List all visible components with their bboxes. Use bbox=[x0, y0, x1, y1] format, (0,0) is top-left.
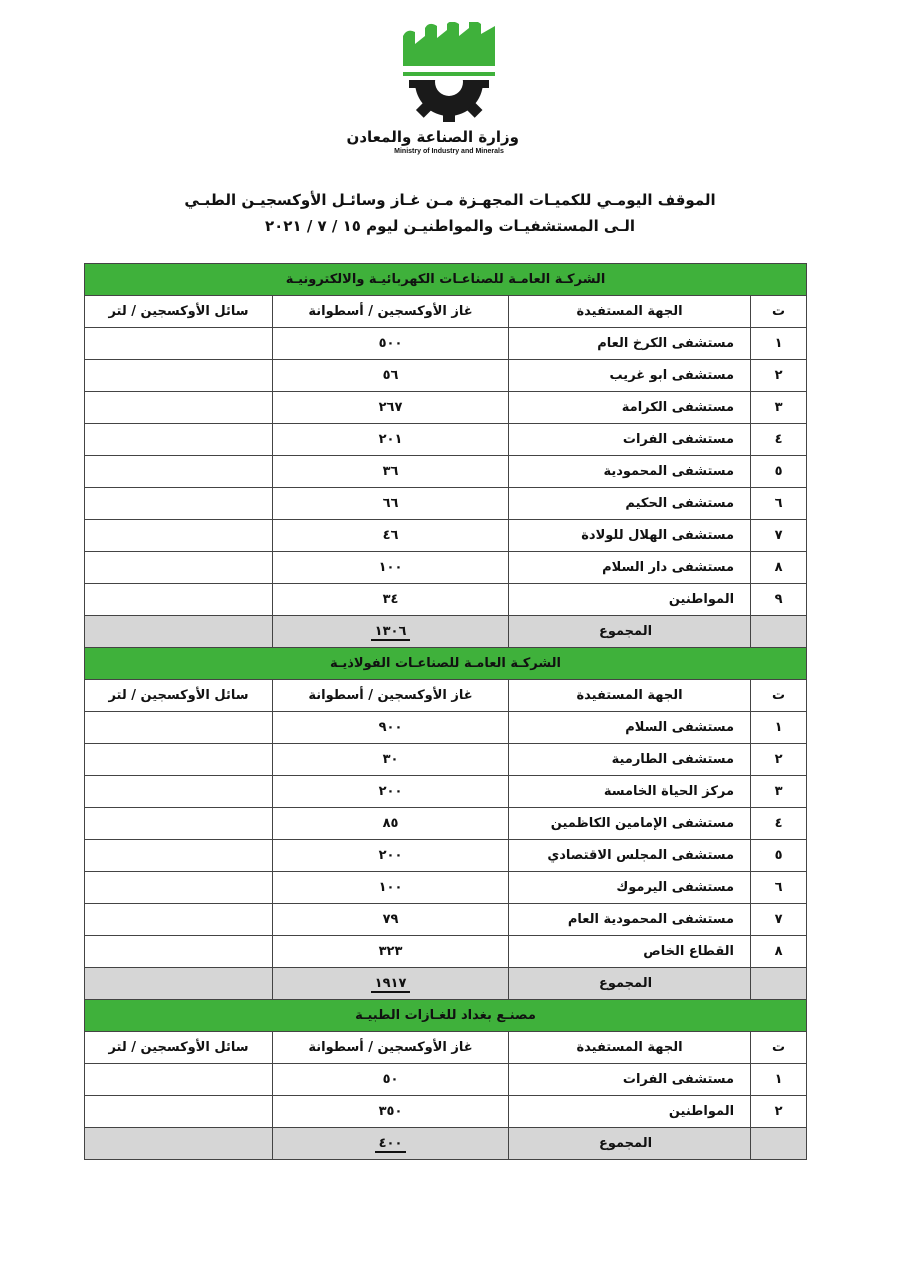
total-number-blank bbox=[751, 616, 807, 648]
beneficiary-name: مستشفى الفرات bbox=[509, 1064, 751, 1096]
row-number: ٤ bbox=[751, 424, 807, 456]
col-header-beneficiary: الجهة المستفيدة bbox=[509, 1032, 751, 1064]
beneficiary-name: مستشفى المحمودية bbox=[509, 456, 751, 488]
gas-cylinders: ١٠٠ bbox=[273, 872, 509, 904]
section-header bbox=[85, 648, 807, 680]
gas-cylinders: ٤٦ bbox=[273, 520, 509, 552]
gas-cylinders: ٦٦ bbox=[273, 488, 509, 520]
total-row bbox=[85, 1128, 807, 1160]
row-number: ٢ bbox=[751, 1096, 807, 1128]
row-number: ٩ bbox=[751, 584, 807, 616]
table-row bbox=[85, 840, 807, 872]
gas-cylinders: ٢٠١ bbox=[273, 424, 509, 456]
factory-gear-emblem-icon bbox=[393, 22, 505, 126]
total-gas-value: ١٣٠٦ bbox=[371, 624, 411, 641]
liquid-liters bbox=[85, 840, 273, 872]
gas-cylinders: ٢٠٠ bbox=[273, 776, 509, 808]
liquid-liters bbox=[85, 904, 273, 936]
row-number: ٣ bbox=[751, 776, 807, 808]
row-number: ٦ bbox=[751, 872, 807, 904]
table-row bbox=[85, 808, 807, 840]
col-header-number: ت bbox=[751, 1032, 807, 1064]
liquid-liters bbox=[85, 936, 273, 968]
beneficiary-name: المواطنين bbox=[509, 584, 751, 616]
total-gas-value: ٤٠٠ bbox=[375, 1136, 407, 1153]
total-gas-cell bbox=[273, 616, 509, 648]
row-number: ٧ bbox=[751, 520, 807, 552]
beneficiary-name: مستشفى السلام bbox=[509, 712, 751, 744]
section-title: مصنـع بغداد للغـازات الطبيـة bbox=[85, 1000, 807, 1032]
section-header bbox=[85, 264, 807, 296]
row-number: ٦ bbox=[751, 488, 807, 520]
total-number-blank bbox=[751, 1128, 807, 1160]
beneficiary-name: مستشفى الطارمية bbox=[509, 744, 751, 776]
beneficiary-name: مستشفى الهلال للولادة bbox=[509, 520, 751, 552]
liquid-liters bbox=[85, 808, 273, 840]
total-row bbox=[85, 616, 807, 648]
liquid-liters bbox=[85, 712, 273, 744]
liquid-liters bbox=[85, 520, 273, 552]
col-header-beneficiary: الجهة المستفيدة bbox=[509, 680, 751, 712]
total-gas-cell bbox=[273, 1128, 509, 1160]
liquid-liters bbox=[85, 392, 273, 424]
gas-cylinders: ١٠٠ bbox=[273, 552, 509, 584]
liquid-liters bbox=[85, 456, 273, 488]
liquid-liters bbox=[85, 360, 273, 392]
liquid-liters bbox=[85, 1096, 273, 1128]
row-number: ٢ bbox=[751, 744, 807, 776]
liquid-liters bbox=[85, 776, 273, 808]
gas-cylinders: ٣٢٣ bbox=[273, 936, 509, 968]
liquid-liters bbox=[85, 424, 273, 456]
gas-cylinders: ٥٠٠ bbox=[273, 328, 509, 360]
column-header-row bbox=[85, 296, 807, 328]
table-row bbox=[85, 488, 807, 520]
beneficiary-name: المواطنين bbox=[509, 1096, 751, 1128]
gas-cylinders: ٧٩ bbox=[273, 904, 509, 936]
table-row bbox=[85, 936, 807, 968]
section-header bbox=[85, 1000, 807, 1032]
row-number: ٣ bbox=[751, 392, 807, 424]
title-line-2: الـى المستشفيـات والمواطنيـن ليوم ١٥ / ٧ / ٢٠٢١ bbox=[264, 217, 636, 235]
gas-cylinders: ٥٠ bbox=[273, 1064, 509, 1096]
section-title: الشركـة العامـة للصناعـات الكهربائيـة والالكترونيـة bbox=[85, 264, 807, 296]
liquid-liters bbox=[85, 744, 273, 776]
table-row bbox=[85, 872, 807, 904]
gas-cylinders: ٣٠ bbox=[273, 744, 509, 776]
beneficiary-name: مستشفى الكرخ العام bbox=[509, 328, 751, 360]
gas-cylinders: ٨٥ bbox=[273, 808, 509, 840]
beneficiary-name: مستشفى المحمودية العام bbox=[509, 904, 751, 936]
table-row bbox=[85, 424, 807, 456]
gas-cylinders: ٣٦ bbox=[273, 456, 509, 488]
table-row bbox=[85, 392, 807, 424]
liquid-liters bbox=[85, 872, 273, 904]
gas-cylinders: ٣٥٠ bbox=[273, 1096, 509, 1128]
document-title bbox=[150, 187, 750, 239]
total-liquid-blank bbox=[85, 616, 273, 648]
col-header-gas: غاز الأوكسجين / أسطوانة bbox=[273, 680, 509, 712]
liquid-liters bbox=[85, 488, 273, 520]
beneficiary-name: مستشفى الكرامة bbox=[509, 392, 751, 424]
table-row bbox=[85, 712, 807, 744]
total-label: المجموع bbox=[509, 1128, 751, 1160]
gas-cylinders: ٣٤ bbox=[273, 584, 509, 616]
table-row bbox=[85, 1064, 807, 1096]
col-header-gas: غاز الأوكسجين / أسطوانة bbox=[273, 1032, 509, 1064]
total-gas-cell bbox=[273, 968, 509, 1000]
liquid-liters bbox=[85, 328, 273, 360]
total-gas-value: ١٩١٧ bbox=[371, 976, 411, 993]
liquid-liters bbox=[85, 584, 273, 616]
ministry-logo bbox=[346, 22, 519, 172]
row-number: ١ bbox=[751, 712, 807, 744]
col-header-number: ت bbox=[751, 680, 807, 712]
beneficiary-name: مستشفى الحكيم bbox=[509, 488, 751, 520]
beneficiary-name: مستشفى الإمامين الكاظمين bbox=[509, 808, 751, 840]
table-row bbox=[85, 360, 807, 392]
beneficiary-name: مستشفى الفرات bbox=[509, 424, 751, 456]
col-header-gas: غاز الأوكسجين / أسطوانة bbox=[273, 296, 509, 328]
col-header-liquid: سائل الأوكسجين / لتر bbox=[85, 296, 273, 328]
col-header-liquid: سائل الأوكسجين / لتر bbox=[85, 1032, 273, 1064]
row-number: ١ bbox=[751, 328, 807, 360]
total-liquid-blank bbox=[85, 968, 273, 1000]
gas-cylinders: ٢٦٧ bbox=[273, 392, 509, 424]
gas-cylinders: ٩٠٠ bbox=[273, 712, 509, 744]
row-number: ٤ bbox=[751, 808, 807, 840]
row-number: ٨ bbox=[751, 936, 807, 968]
col-header-liquid: سائل الأوكسجين / لتر bbox=[85, 680, 273, 712]
ministry-name-english: Ministry of Industry and Minerals bbox=[394, 148, 504, 155]
table-row bbox=[85, 328, 807, 360]
row-number: ٢ bbox=[751, 360, 807, 392]
table-row bbox=[85, 456, 807, 488]
beneficiary-name: مستشفى المجلس الاقتصادي bbox=[509, 840, 751, 872]
table-row bbox=[85, 776, 807, 808]
ministry-name-arabic: وزارة الصناعة والمعادن bbox=[346, 128, 519, 146]
col-header-number: ت bbox=[751, 296, 807, 328]
row-number: ٥ bbox=[751, 456, 807, 488]
gas-cylinders: ٢٠٠ bbox=[273, 840, 509, 872]
row-number: ٥ bbox=[751, 840, 807, 872]
col-header-beneficiary: الجهة المستفيدة bbox=[509, 296, 751, 328]
row-number: ٨ bbox=[751, 552, 807, 584]
beneficiary-name: القطاع الخاص bbox=[509, 936, 751, 968]
liquid-liters bbox=[85, 552, 273, 584]
beneficiary-name: مستشفى ابو غريب bbox=[509, 360, 751, 392]
oxygen-supply-table bbox=[84, 263, 807, 1160]
column-header-row bbox=[85, 680, 807, 712]
gas-cylinders: ٥٦ bbox=[273, 360, 509, 392]
liquid-liters bbox=[85, 1064, 273, 1096]
total-row bbox=[85, 968, 807, 1000]
total-liquid-blank bbox=[85, 1128, 273, 1160]
total-number-blank bbox=[751, 968, 807, 1000]
table-row bbox=[85, 552, 807, 584]
title-line-1: الموقف اليومـي للكميـات المجهـزة مـن غـاز وسائـل الأوكسجيـن الطبـي bbox=[184, 191, 716, 209]
table-row bbox=[85, 584, 807, 616]
total-label: المجموع bbox=[509, 968, 751, 1000]
row-number: ١ bbox=[751, 1064, 807, 1096]
beneficiary-name: مستشفى دار السلام bbox=[509, 552, 751, 584]
table-row bbox=[85, 744, 807, 776]
section-title: الشركـة العامـة للصناعـات الفولاذيـة bbox=[85, 648, 807, 680]
table-row bbox=[85, 904, 807, 936]
table-row bbox=[85, 520, 807, 552]
row-number: ٧ bbox=[751, 904, 807, 936]
column-header-row bbox=[85, 1032, 807, 1064]
beneficiary-name: مستشفى اليرموك bbox=[509, 872, 751, 904]
beneficiary-name: مركز الحياة الخامسة bbox=[509, 776, 751, 808]
table-row bbox=[85, 1096, 807, 1128]
total-label: المجموع bbox=[509, 616, 751, 648]
